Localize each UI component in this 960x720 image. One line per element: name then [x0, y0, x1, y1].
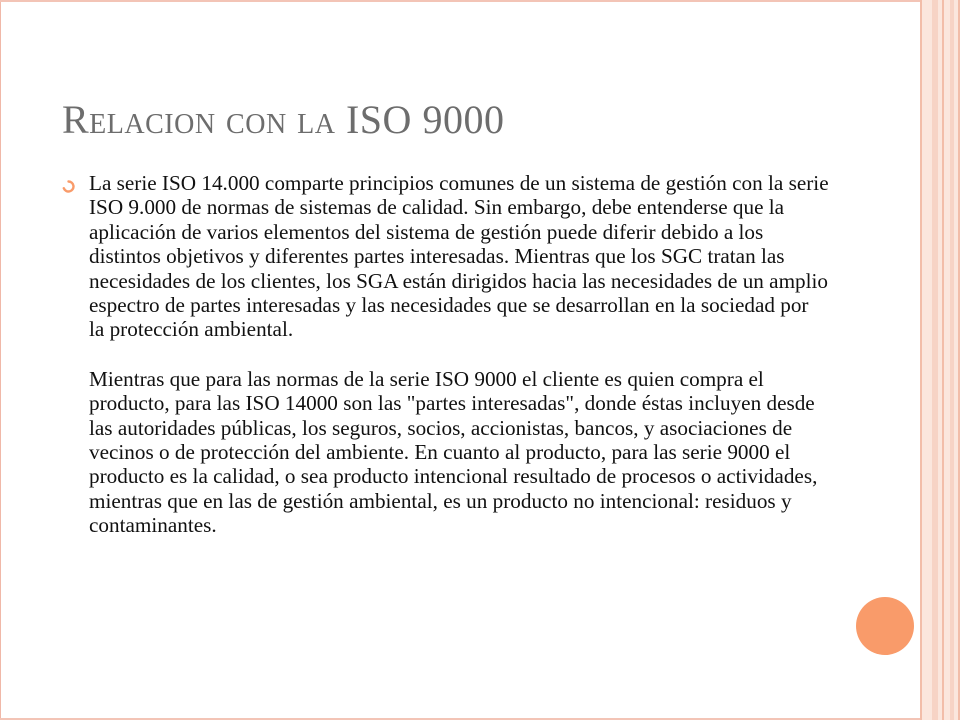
paragraph-gap: [89, 342, 829, 367]
orange-circle-decoration: [856, 597, 914, 655]
stripe-line: [932, 0, 938, 720]
body-paragraph-2: Mientras que para las normas de la serie ISO 9000 el cliente es quien compra el producto, para las ISO 14000 son las "partes interesadas", donde éstas incluyen desde las autoridades públicas, los seguros, socios, accionistas, bancos, y asociaciones de vecinos o de protección del ambiente. En cuanto al producto, para las serie 9000 el producto es la calidad, o sea producto intencional resultado de procesos o actividades, mientras que en las de gestión ambiental, es un producto no intencional: residuos y contaminantes.: [89, 366, 818, 538]
slide-body: [89, 171, 829, 538]
slide-left-border: [0, 0, 1, 720]
slide-title: Relacion con la ISO 9000: [62, 97, 505, 142]
stripe-line: [950, 0, 954, 720]
slide-top-border: [0, 0, 920, 2]
body-paragraph-1: La serie ISO 14.000 comparte principios comunes de un sistema de gestión con la serie ISO 9.000 de normas de sistemas de calidad. Sin embargo, debe entenderse que la aplicación de varios elementos del sistema de gestión puede diferir debido a los distintos objetivos y diferentes partes interesadas. Mientras que los SGC tratan las necesidades de los clientes, los SGA están dirigidos hacia las necesidades de un amplio espectro de partes interesadas y las necesidades que se desarrollan en la sociedad por la protección ambiental.: [89, 171, 829, 342]
stripe-line: [920, 0, 922, 720]
decorative-side-stripes: [920, 0, 960, 720]
orange-ring-bullet-icon: [62, 180, 75, 193]
stripe-line: [942, 0, 944, 720]
